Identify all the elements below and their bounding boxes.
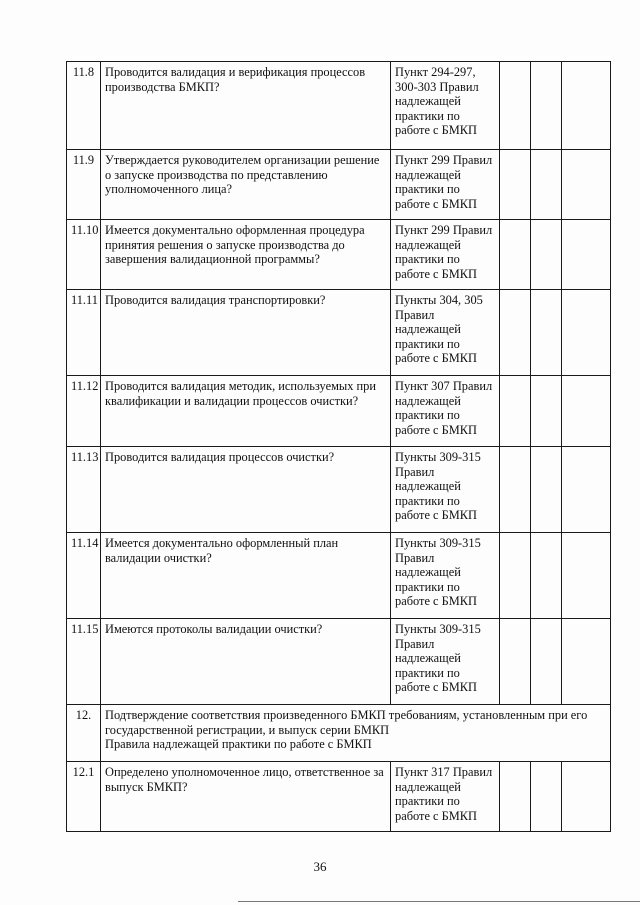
item-number: 12.1 xyxy=(67,762,101,832)
section-row xyxy=(67,705,611,762)
answer-cell-no xyxy=(531,762,562,832)
item-requirement: Пункт 299 Правил надлежащей практики по работе с БМКП xyxy=(391,150,500,220)
answer-cell-yes xyxy=(500,220,531,290)
item-number: 11.12 xyxy=(67,376,101,447)
section-number: 12. xyxy=(67,705,101,762)
answer-cell-yes xyxy=(500,376,531,447)
table-row xyxy=(67,150,611,220)
table-row xyxy=(67,762,611,832)
answer-cell-no xyxy=(531,150,562,220)
table-row xyxy=(67,533,611,619)
item-number: 11.13 xyxy=(67,447,101,533)
answer-cell-note xyxy=(562,150,611,220)
item-question: Имеется документально оформленная процедура принятия решения о запуске производства до завершения валидационной программы? xyxy=(101,220,391,290)
section-heading: Подтверждение соответствия произведенного БМКП требованиям, установленным при его государственной регистрации, и выпуск серии БМКП xyxy=(105,708,588,737)
answer-cell-note xyxy=(562,619,611,705)
scan-edge-line xyxy=(238,901,640,902)
item-requirement: Пункт 294-297, 300-303 Правил надлежащей практики по работе с БМКП xyxy=(391,62,500,150)
answer-cell-note xyxy=(562,62,611,150)
item-requirement: Пункты 309-315 Правил надлежащей практики по работе с БМКП xyxy=(391,533,500,619)
answer-cell-no xyxy=(531,533,562,619)
answer-cell-no xyxy=(531,62,562,150)
item-question: Имеются протоколы валидации очистки? xyxy=(101,619,391,705)
table-row xyxy=(67,62,611,150)
answer-cell-note xyxy=(562,376,611,447)
item-question: Проводится валидация методик, используемых при квалификации и валидации процессов очистки? xyxy=(101,376,391,447)
item-number: 11.8 xyxy=(67,62,101,150)
answer-cell-no xyxy=(531,447,562,533)
item-question: Имеется документально оформленный план валидации очистки? xyxy=(101,533,391,619)
item-number: 11.15 xyxy=(67,619,101,705)
answer-cell-yes xyxy=(500,619,531,705)
table-row xyxy=(67,619,611,705)
answer-cell-yes xyxy=(500,762,531,832)
answer-cell-note xyxy=(562,220,611,290)
answer-cell-no xyxy=(531,220,562,290)
answer-cell-yes xyxy=(500,290,531,376)
answer-cell-no xyxy=(531,619,562,705)
answer-cell-no xyxy=(531,290,562,376)
item-question: Утверждается руководителем организации решение о запуске производства по представлению уполномоченного лица? xyxy=(101,150,391,220)
item-question: Проводится валидация и верификация процессов производства БМКП? xyxy=(101,62,391,150)
answer-cell-note xyxy=(562,533,611,619)
item-requirement: Пункт 299 Правил надлежащей практики по работе с БМКП xyxy=(391,220,500,290)
section-rules-reference: Правила надлежащей практики по работе с БМКП xyxy=(105,737,372,752)
table-row xyxy=(67,447,611,533)
item-requirement: Пункт 317 Правил надлежащей практики по работе с БМКП xyxy=(391,762,500,832)
item-question: Проводится валидация процессов очистки? xyxy=(101,447,391,533)
answer-cell-yes xyxy=(500,62,531,150)
table-row xyxy=(67,290,611,376)
item-number: 11.10 xyxy=(67,220,101,290)
item-requirement: Пункты 309-315 Правил надлежащей практики по работе с БМКП xyxy=(391,619,500,705)
answer-cell-note xyxy=(562,447,611,533)
answer-cell-yes xyxy=(500,150,531,220)
item-number: 11.9 xyxy=(67,150,101,220)
table-row xyxy=(67,220,611,290)
answer-cell-yes xyxy=(500,447,531,533)
item-number: 11.14 xyxy=(67,533,101,619)
item-question: Определено уполномоченное лицо, ответственное за выпуск БМКП? xyxy=(101,762,391,832)
answer-cell-yes xyxy=(500,533,531,619)
item-requirement: Пункт 307 Правил надлежащей практики по работе с БМКП xyxy=(391,376,500,447)
answer-cell-no xyxy=(531,376,562,447)
table-row xyxy=(67,376,611,447)
item-requirement: Пункты 304, 305 Правил надлежащей практики по работе с БМКП xyxy=(391,290,500,376)
page-number: 36 xyxy=(313,859,327,874)
section-title xyxy=(101,705,611,762)
answer-cell-note xyxy=(562,290,611,376)
checklist-table xyxy=(66,61,611,832)
answer-cell-note xyxy=(562,762,611,832)
item-number: 11.11 xyxy=(67,290,101,376)
item-question: Проводится валидация транспортировки? xyxy=(101,290,391,376)
item-requirement: Пункты 309-315 Правил надлежащей практики по работе с БМКП xyxy=(391,447,500,533)
